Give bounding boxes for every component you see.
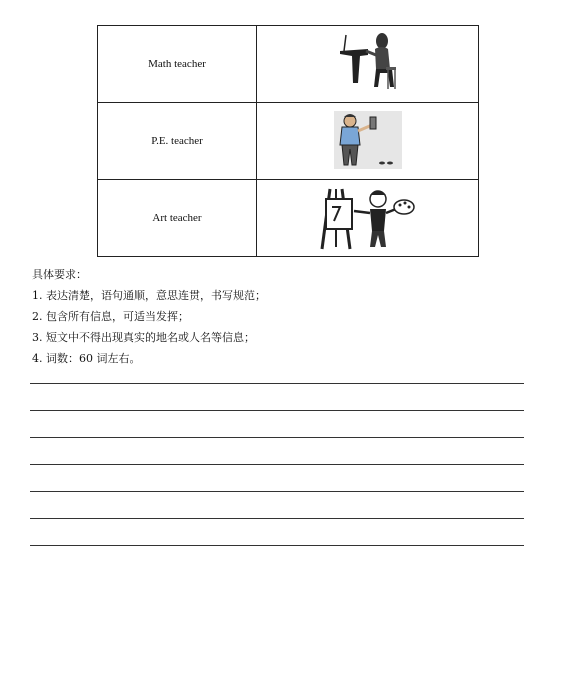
math-teacher-label: Math teacher xyxy=(98,26,257,103)
writing-line[interactable] xyxy=(30,545,524,546)
writing-line[interactable] xyxy=(30,410,524,411)
table-row xyxy=(98,103,479,180)
art-teacher-illustration-icon xyxy=(320,185,416,251)
requirement-item: 4. 词数：60 词左右。 xyxy=(32,352,141,365)
math-teacher-cell xyxy=(257,26,479,103)
math-teacher-illustration-icon xyxy=(338,29,398,99)
writing-line[interactable] xyxy=(30,464,524,465)
requirements-heading: 具体要求： xyxy=(32,268,87,281)
pe-teacher-illustration-icon xyxy=(332,109,404,173)
requirements-section xyxy=(32,264,266,369)
writing-lines xyxy=(30,383,524,572)
teacher-table xyxy=(97,25,479,257)
art-teacher-cell xyxy=(257,180,479,257)
requirement-item: 1. 表达清楚，语句通顺，意思连贯，书写规范； xyxy=(32,289,266,302)
writing-line[interactable] xyxy=(30,518,524,519)
writing-line[interactable] xyxy=(30,437,524,438)
table-row xyxy=(98,26,479,103)
requirement-item: 2. 包含所有信息，可适当发挥； xyxy=(32,310,189,323)
table-row xyxy=(98,180,479,257)
writing-line[interactable] xyxy=(30,383,524,384)
writing-line[interactable] xyxy=(30,491,524,492)
art-teacher-label: Art teacher xyxy=(98,180,257,257)
pe-teacher-cell xyxy=(257,103,479,180)
requirement-item: 3. 短文中不得出现真实的地名或人名等信息； xyxy=(32,331,255,344)
pe-teacher-label: P.E. teacher xyxy=(98,103,257,180)
